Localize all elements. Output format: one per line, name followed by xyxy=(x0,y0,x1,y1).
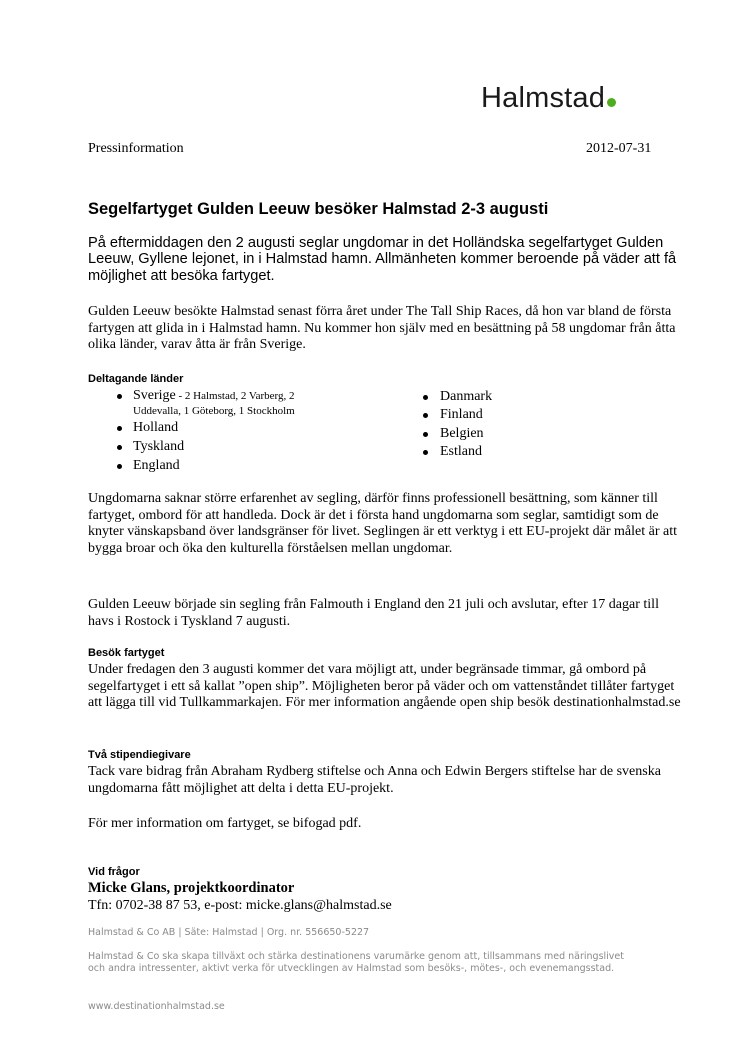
list-item xyxy=(133,457,180,475)
bullet-icon xyxy=(423,395,428,400)
list-item xyxy=(440,388,492,406)
document-type-label: Pressinformation xyxy=(88,141,184,156)
bullet-icon xyxy=(117,394,122,399)
list-item xyxy=(133,419,178,437)
halmstad-logo xyxy=(481,82,616,115)
contact-name: Micke Glans, projektkoordinator xyxy=(88,880,295,896)
logo-text: Halmstad xyxy=(481,82,606,114)
footer-website: www.destinationhalmstad.se xyxy=(88,1001,225,1012)
bullet-icon xyxy=(117,445,122,450)
country-name: Belgien xyxy=(440,426,484,441)
sailing-paragraph: Ungdomarna saknar större erfarenhet av segling, därför finns professionell besättning, som känner till fartyget, ombord för att handleda. Dock är det i första hand ungdomarna som seglar, samtidigt som de knyter vänskapsband över landsgränser för livet. Seglingen är ett verktyg i ett EU-projekt där målet är att bygga broar och öka den kulturella förståelsen mellan ungdomar. xyxy=(88,491,677,557)
intro-paragraph: Gulden Leeuw besökte Halmstad senast förra året under The Tall Ship Races, då hon var bland de första fartygen att glida in i Halmstad hamn. Nu kommer hon själv med en besättning på 58 ungdomar från åtta olika länder, varav åtta är från Sverige. xyxy=(88,304,676,353)
list-item xyxy=(133,387,295,405)
contact-details: Tfn: 0702-38 87 53, e-post: micke.glans@halmstad.se xyxy=(88,898,392,913)
footer-mission: Halmstad & Co ska skapa tillväxt och stärka destinationens varumärke genom att, tillsammans med näringslivet och andra intressenter, aktivt verka för utvecklingen av Halmstad som besöks-, mötes-, och evenemangsstad. xyxy=(88,951,624,974)
document-date: 2012-07-31 xyxy=(586,141,652,156)
bullet-icon xyxy=(423,450,428,455)
visit-paragraph: Under fredagen den 3 augusti kommer det vara möjligt att, under begränsade timmar, gå ombord på segelfartyget i ett så kallat ”open ship”. Möjligheten beror på väder och om vattenståndet tillåter fartyget att lägga till vid Tullkammarkajen. För mer information angående open ship besök destinationhalmstad.se xyxy=(88,662,681,711)
list-item xyxy=(440,443,482,461)
bullet-icon xyxy=(423,413,428,418)
country-detail: - 2 Halmstad, 2 Varberg, 2 xyxy=(175,390,295,402)
lead-paragraph: På eftermiddagen den 2 augusti seglar ungdomar in det Holländska segelfartyget Gulden Leeuw, Gyllene lejonet, in i Halmstad hamn. Allmänheten kommer beroende på väder att få möjlighet att besöka fartyget. xyxy=(88,235,677,284)
visit-heading: Besök fartyget xyxy=(88,647,165,659)
page-title: Segelfartyget Gulden Leeuw besöker Halmstad 2-3 augusti xyxy=(88,200,549,218)
contact-heading: Vid frågor xyxy=(88,866,140,878)
list-item xyxy=(440,425,484,443)
footer-company-info: Halmstad & Co AB | Säte: Halmstad | Org. nr. 556650-5227 xyxy=(88,927,370,938)
country-name: Holland xyxy=(133,420,179,435)
list-item xyxy=(440,406,483,424)
bullet-icon xyxy=(423,432,428,437)
grants-paragraph: Tack vare bidrag från Abraham Rydberg stiftelse och Anna och Edwin Bergers stiftelse har de svenska ungdomarna fått möjlighet att delta i detta EU-projekt. xyxy=(88,764,661,796)
countries-heading: Deltagande länder xyxy=(88,373,184,385)
bullet-icon xyxy=(117,426,122,431)
country-name: Sverige xyxy=(133,388,176,403)
country-detail-continued: Uddevalla, 1 Göteborg, 1 Stockholm xyxy=(133,405,295,417)
more-info-text: För mer information om fartyget, se bifogad pdf. xyxy=(88,816,362,831)
country-name: Estland xyxy=(440,444,482,459)
route-paragraph: Gulden Leeuw började sin segling från Falmouth i England den 21 juli och avslutar, efter 17 dagar till havs i Rostock i Tyskland 7 augusti. xyxy=(88,597,659,629)
bullet-icon xyxy=(117,464,122,469)
country-name: Danmark xyxy=(440,389,493,404)
list-item xyxy=(133,438,184,456)
grants-heading: Två stipendiegivare xyxy=(88,749,191,761)
country-name: England xyxy=(133,458,180,473)
country-name: Tyskland xyxy=(133,439,185,454)
logo-dot-icon xyxy=(607,98,616,107)
country-name: Finland xyxy=(440,407,483,422)
